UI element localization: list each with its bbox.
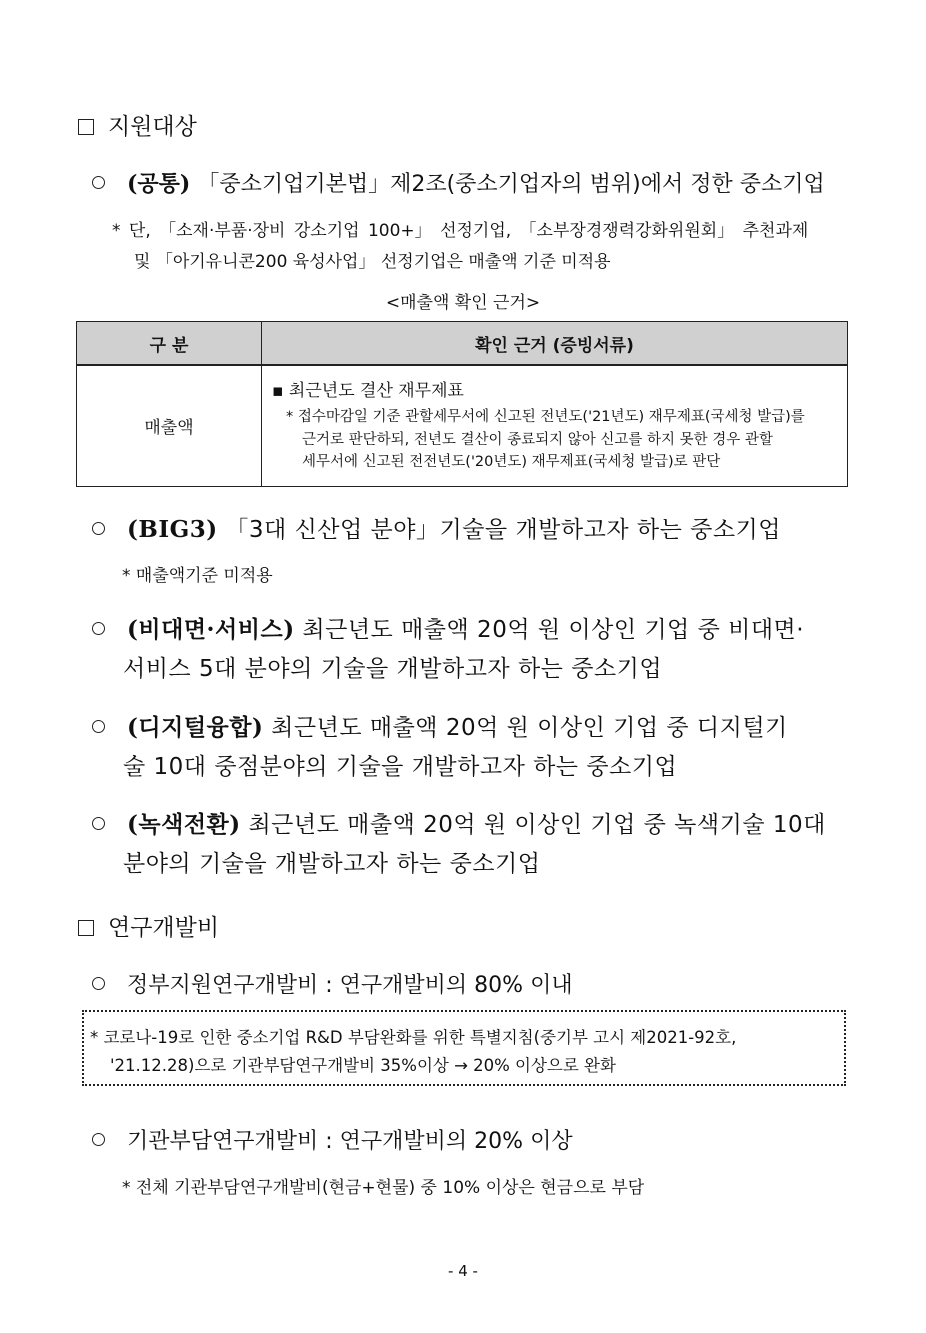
covid-note-line2: '21.12.28)으로 기관부담연구개발비 35%이상 → 20% 이상으로 완화 [110, 1056, 616, 1075]
item-gov-support: 정부지원연구개발비 : 연구개발비의 80% 이내 [92, 968, 573, 999]
untact-line2: 서비스 5대 분야의 기술을 개발하고자 하는 중소기업 [123, 656, 663, 682]
covid-relief-note-box [82, 1010, 846, 1086]
circle-bullet-icon [92, 720, 105, 733]
circle-bullet-icon [92, 817, 105, 830]
table-caption: <매출액 확인 근거> [385, 293, 541, 313]
item-digital: (디지털융합) 최근년도 매출액 20억 원 이상인 기업 중 디지털기 [92, 709, 788, 742]
square-bullet-icon [78, 119, 94, 135]
common-note-line1: * 단, 「소재·부품·장비 강소기업 100+」 선정기업, 「소부장경쟁력강화위원회」 추천과제 [112, 221, 809, 241]
digital-line2: 술 10대 중점분야의 기술을 개발하고자 하는 중소기업 [123, 754, 678, 780]
table-cell-evidence [262, 365, 848, 486]
circle-bullet-icon [92, 622, 105, 635]
item-big3: (BIG3) 「3대 신산업 분야」기술을 개발하고자 하는 중소기업 [92, 511, 781, 544]
square-bullet-icon [78, 920, 94, 936]
table-row-label: 매출액 [77, 365, 262, 486]
section-heading-rnd-cost: 연구개발비 [78, 909, 219, 942]
item-green: (녹색전환) 최근년도 매출액 20억 원 이상인 기업 중 녹색기술 10대 [92, 806, 826, 839]
evidence-detail-line3: 세무서에 신고된 전전년도('20년도) 재무제표(국세청 발급)로 판단 [302, 454, 721, 471]
item-untact-service: (비대면·서비스) 최근년도 매출액 20억 원 이상인 기업 중 비대면· [92, 611, 804, 644]
circle-bullet-icon [92, 1133, 105, 1146]
circle-bullet-icon [92, 522, 105, 535]
section-heading-support-target: 지원대상 [78, 108, 197, 141]
table-header-category: 구 분 [77, 322, 262, 366]
evidence-detail-line1: * 접수마감일 기준 관할세무서에 신고된 전년도('21년도) 재무제표(국세청 발급)를 [286, 409, 805, 426]
circle-bullet-icon [92, 977, 105, 990]
evidence-bullet: ▪ 최근년도 결산 재무제표 [272, 380, 464, 401]
covid-note-line1: * 코로나-19로 인한 중소기업 R&D 부담완화를 위한 특별지침(중기부 고시 제2021-92호, [90, 1028, 737, 1047]
item-institution-share: 기관부담연구개발비 : 연구개발비의 20% 이상 [92, 1124, 573, 1155]
common-note-line2: 및 「아기유니콘200 육성사업」 선정기업은 매출액 기준 미적용 [134, 252, 611, 272]
item-common: (공통) 「중소기업기본법」제2조(중소기업자의 범위)에서 정한 중소기업 [92, 167, 825, 198]
institution-note: * 전체 기관부담연구개발비(현금+현물) 중 10% 이상은 현금으로 부담 [122, 1178, 645, 1198]
revenue-basis-table [76, 321, 848, 487]
table-header-evidence: 확인 근거 (증빙서류) [262, 322, 848, 366]
page-number: - 4 - [448, 1262, 478, 1280]
evidence-detail-line2: 근거로 판단하되, 전년도 결산이 종료되지 않아 신고를 하지 못한 경우 관할 [302, 431, 773, 448]
big3-note: * 매출액기준 미적용 [122, 566, 273, 586]
green-line2: 분야의 기술을 개발하고자 하는 중소기업 [123, 851, 541, 877]
circle-bullet-icon [92, 176, 105, 189]
